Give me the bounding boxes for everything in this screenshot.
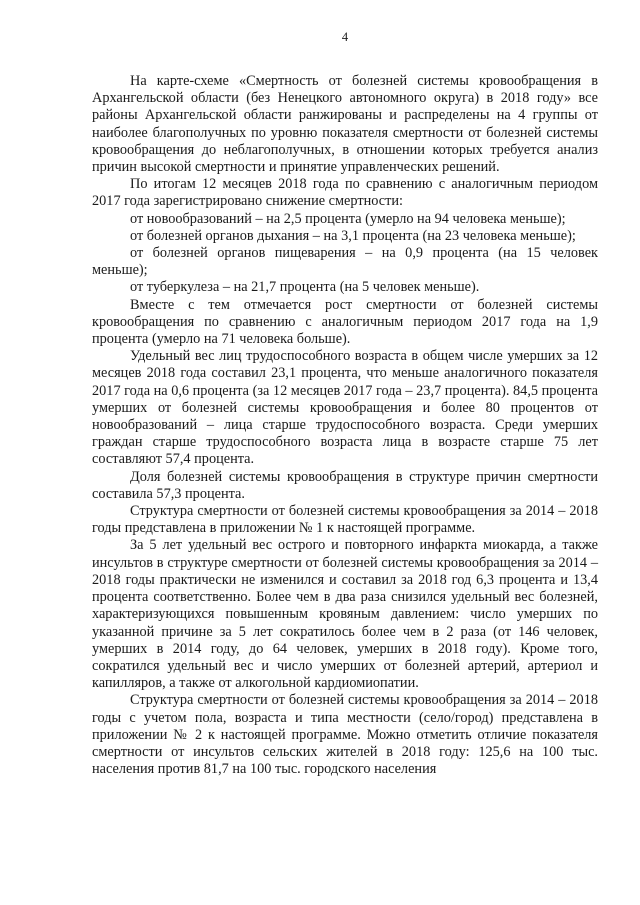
paragraph-respiratory: от болезней органов дыхания – на 3,1 процента (на 23 человека меньше); <box>130 227 576 244</box>
paragraph-map-scheme: На карте-схеме «Смертность от болезней системы кровообращения в Архангельской области (без Ненецкого автономного округа) в 2018 году» все районы Архангельской области ранжированы и распределены на 4 группы от наиболее благополучных по уровню показателя смертности от болезней системы кровообращения до неблагополучных, в отношении которых требуется анализ причин высокой смертности и принятие управленческих решений. <box>92 73 598 176</box>
paragraph-appendix-1: Структура смертности от болезней системы кровообращения за 2014 – 2018 годы представлена в приложении № 1 к настоящей программе. <box>92 503 598 537</box>
paragraph-decrease-intro: По итогам 12 месяцев 2018 года по сравнению с аналогичным периодом 2017 года зарегистрировано снижение смертности: <box>92 176 598 210</box>
paragraph-neoplasms: от новообразований – на 2,5 процента (умерло на 94 человека меньше); <box>130 210 566 227</box>
paragraph-tuberculosis: от туберкулеза – на 21,7 процента (на 5 человек меньше). <box>130 279 480 296</box>
paragraph-appendix-2: Структура смертности от болезней системы кровообращения за 2014 – 2018 годы с учетом пола, возраста и типа местности (село/город) представлена в приложении № 2 к настоящей программе. Можно отметить отличие показателя смертности от инсультов сельских жителей в 2018 году: 125,6 на 100 тыс. населения против 81,7 на 100 тыс. городского населения <box>92 692 598 778</box>
paragraph-working-age: Удельный вес лиц трудоспособного возраста в общем числе умерших за 12 месяцев 2018 года составил 23,1 процента, что меньше аналогичного показателя 2017 года на 0,6 процента (за 12 месяцев 2017 года – 23,7 процента). 84,5 процента умерших от болезней системы кровообращения и более 80 процентов от новообразований – лица старше трудоспособного возраста. Среди умерших граждан старше трудоспособного возраста лица в возрасте старше 75 лет составляют 57,4 процента. <box>92 348 598 468</box>
paragraph-digestive: от болезней органов пищеварения – на 0,9 процента (на 15 человек меньше); <box>92 245 598 279</box>
paragraph-share: Доля болезней системы кровообращения в структуре причин смертности составила 57,3 процента. <box>92 468 598 502</box>
page-number: 4 <box>341 30 349 44</box>
paragraph-circulatory-growth: Вместе с тем отмечается рост смертности от болезней системы кровообращения по сравнению с аналогичным периодом 2017 года на 1,9 процента (умерло на 71 человека больше). <box>92 296 598 348</box>
paragraph-five-years: За 5 лет удельный вес острого и повторного инфаркта миокарда, а также инсультов в структуре смертности от болезней системы кровообращения за 2014 – 2018 годы практически не изменился и составил за 2018 год 6,3 процента и 13,4 процента соответственно. Более чем в два раза снизился удельный вес болезней, характеризующихся повышенным кровяным давлением: число умерших по указанной причине за 5 лет сократилось более чем в 2 раза (от 146 человек, умерших в 2014 году, до 64 человек, умерших в 2018 году). Кроме того, сократился удельный вес и число умерших от болезней артерий, артериол и капилляров, а также от алкогольной кардиомиопатии. <box>92 537 598 692</box>
